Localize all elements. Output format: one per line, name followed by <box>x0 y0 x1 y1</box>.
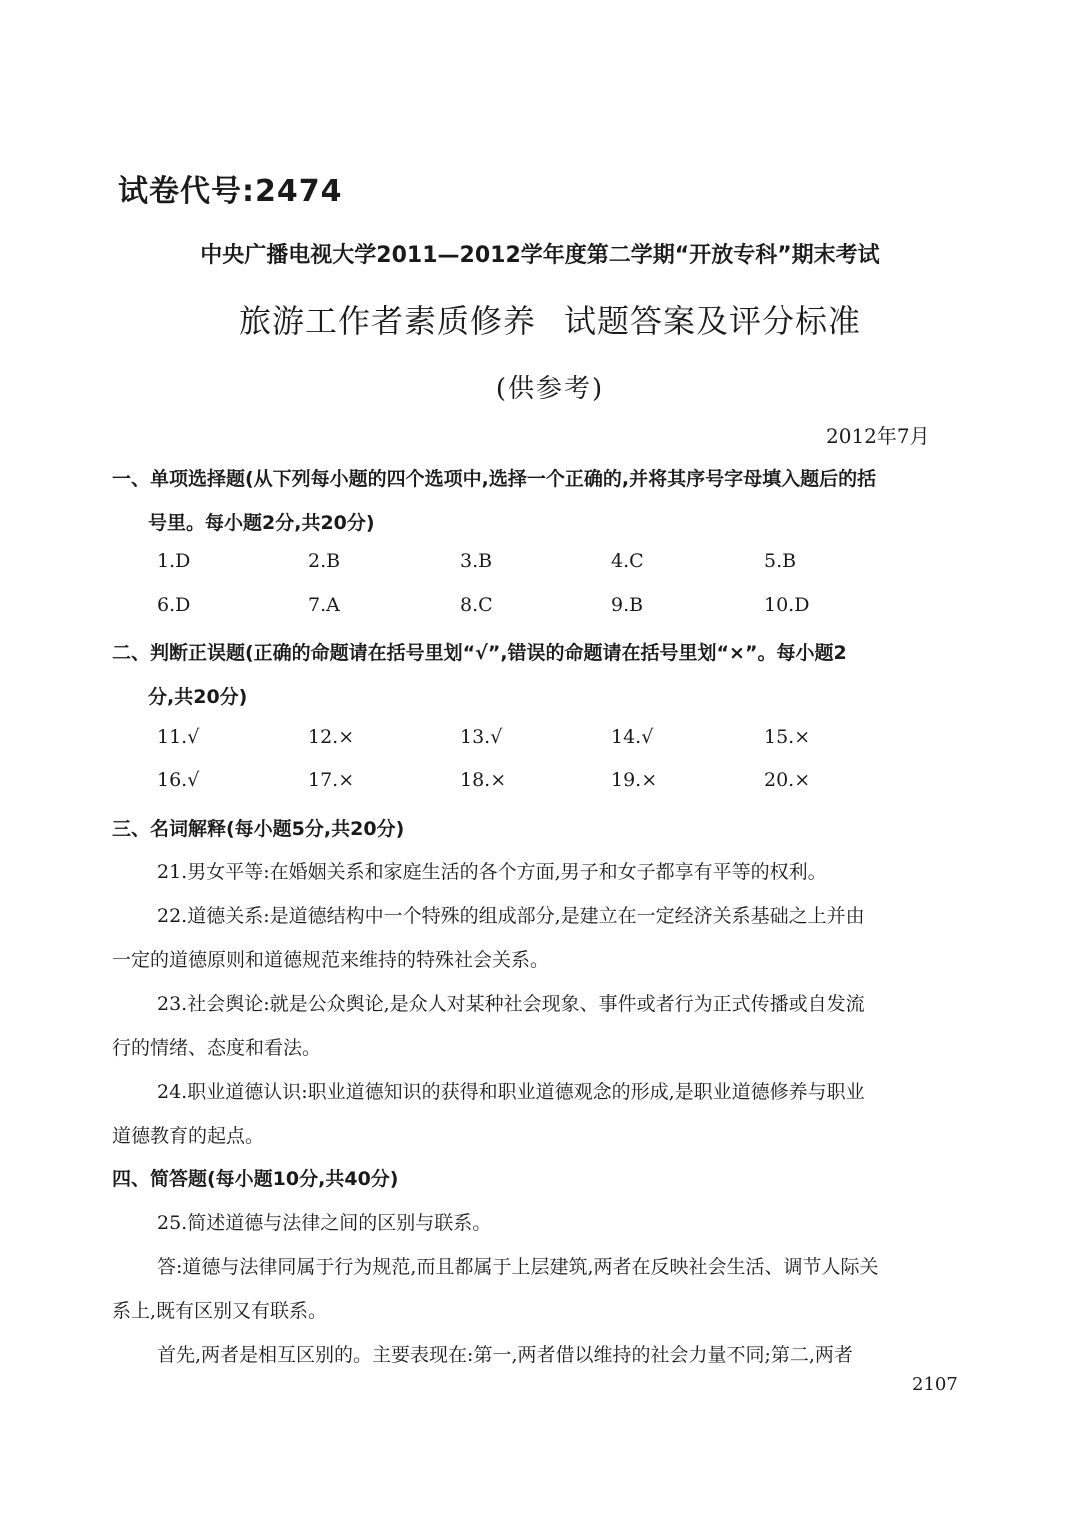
exam-date: 2012年7月 <box>826 424 930 448</box>
answer-18: 18.× <box>460 769 507 791</box>
document-title <box>0 296 1080 342</box>
definition-22-cont: 一定的道德原则和道德规范来维持的特殊社会关系。 <box>112 949 550 971</box>
section1-heading-cont: 号里。每小题2分,共20分) <box>148 512 375 534</box>
section3-heading: 三、名词解释(每小题5分,共20分) <box>112 818 405 840</box>
page-number: 2107 <box>912 1374 958 1395</box>
answer-9: 9.B <box>611 594 644 616</box>
answer-8: 8.C <box>460 594 493 616</box>
answer-2: 2.B <box>308 550 341 572</box>
answer-25-para2: 首先,两者是相互区别的。主要表现在:第一,两者借以维持的社会力量不同;第二,两者 <box>157 1344 853 1366</box>
answer-25: 答:道德与法律同属于行为规范,而且都属于上层建筑,两者在反映社会生活、调节人际关 <box>157 1256 879 1278</box>
question-25: 25.简述道德与法律之间的区别与联系。 <box>157 1212 492 1234</box>
section2-heading: 二、判断正误题(正确的命题请在括号里划“√”,错误的命题请在括号里划“×”。每小题2 <box>112 642 847 664</box>
section1-heading: 一、单项选择题(从下列每小题的四个选项中,选择一个正确的,并将其序号字母填入题后的括 <box>112 468 877 490</box>
answer-25-cont: 系上,既有区别又有联系。 <box>112 1300 328 1322</box>
section4-heading: 四、简答题(每小题10分,共40分) <box>112 1168 399 1190</box>
definition-22: 22.道德关系:是道德结构中一个特殊的组成部分,是建立在一定经济关系基础之上并由 <box>157 905 865 927</box>
definition-21: 21.男女平等:在婚姻关系和家庭生活的各个方面,男子和女子都享有平等的权利。 <box>157 861 827 883</box>
title-left: 旅游工作者素质修养 <box>238 302 536 340</box>
answer-4: 4.C <box>611 550 644 572</box>
answer-15: 15.× <box>764 726 811 748</box>
answer-13: 13.√ <box>460 726 503 748</box>
answer-7: 7.A <box>308 594 340 616</box>
definition-23: 23.社会舆论:就是公众舆论,是众人对某种社会现象、事件或者行为正式传播或自发流 <box>157 993 865 1015</box>
answer-1: 1.D <box>157 550 191 572</box>
answer-5: 5.B <box>764 550 797 572</box>
answer-16: 16.√ <box>157 769 200 791</box>
answer-3: 3.B <box>460 550 493 572</box>
answer-12: 12.× <box>308 726 355 748</box>
title-right: 试题答案及评分标准 <box>564 302 862 340</box>
section2-heading-cont: 分,共20分) <box>148 686 248 708</box>
reference-note: (供参考) <box>495 374 605 404</box>
definition-24: 24.职业道德认识:职业道德知识的获得和职业道德观念的形成,是职业道德修养与职业 <box>157 1081 865 1103</box>
answer-11: 11.√ <box>157 726 200 748</box>
answer-20: 20.× <box>764 769 811 791</box>
answer-17: 17.× <box>308 769 355 791</box>
answer-6: 6.D <box>157 594 191 616</box>
definition-23-cont: 行的情绪、态度和看法。 <box>112 1037 322 1059</box>
exam-header: 中央广播电视大学2011—2012学年度第二学期“开放专科”期末考试 <box>200 243 880 268</box>
answer-14: 14.√ <box>611 726 654 748</box>
answer-19: 19.× <box>611 769 658 791</box>
definition-24-cont: 道德教育的起点。 <box>112 1125 265 1147</box>
answer-10: 10.D <box>764 594 810 616</box>
paper-code: 试卷代号:2474 <box>118 174 343 209</box>
